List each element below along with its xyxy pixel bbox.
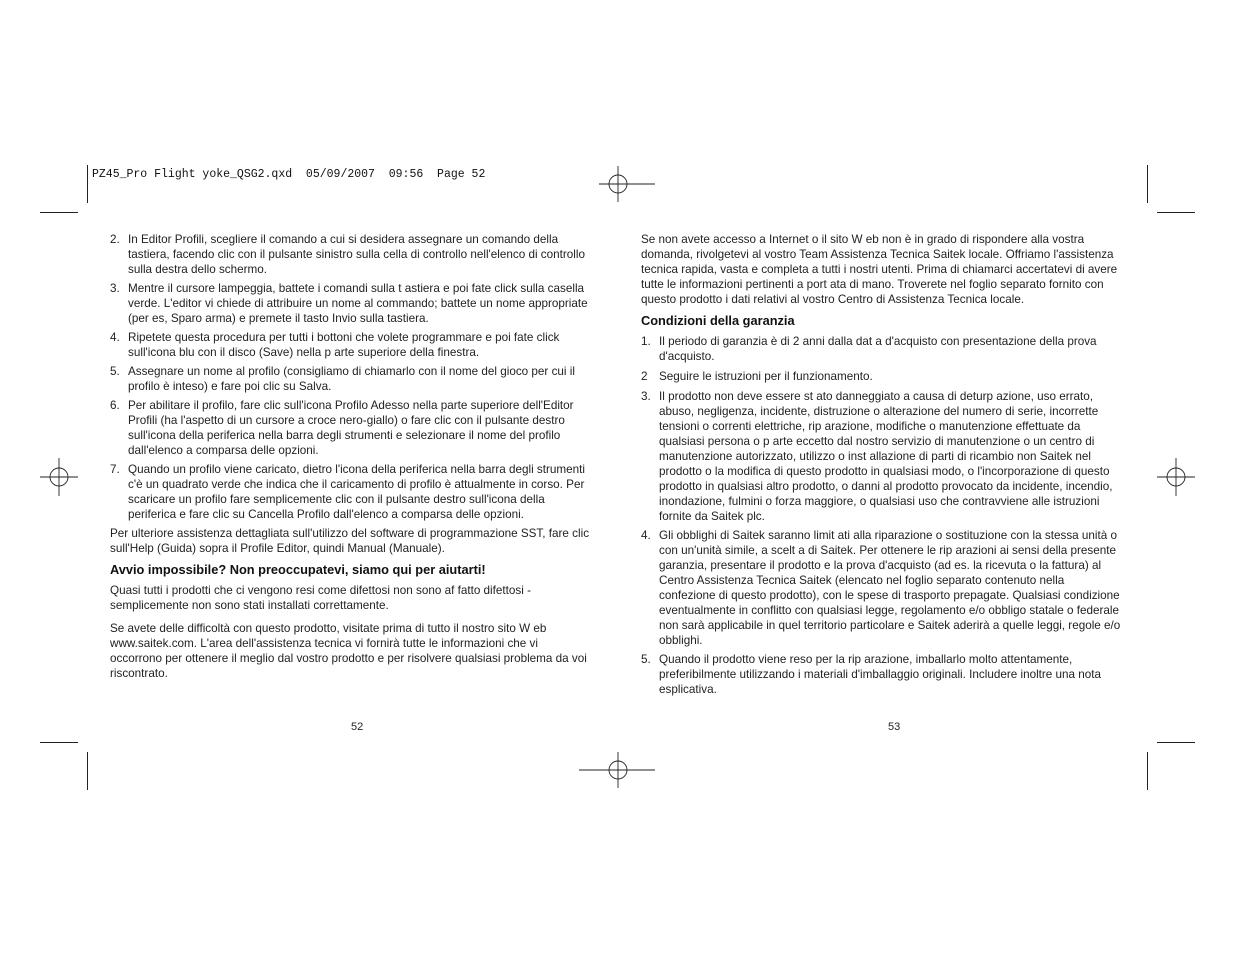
list-item: 2 Seguire le istruzioni per il funzionamento. [641, 370, 873, 383]
crop-mark-top-left-v [87, 165, 88, 203]
crop-mark-top-right-h [1157, 212, 1195, 213]
list-item: 5. Quando il prodotto viene reso per la rip arazione, imballarlo molto attentamente, preferibilmente utilizzando i materiali d'imballaggio originali. Includere inoltre una nota esplicativa. [641, 653, 1102, 696]
defect-paragraph: Quasi tutti i prodotti che ci vengono resi come difettosi non sono af fatto difettosi - semplicemente non sono stati installati correttamente. [110, 584, 531, 612]
registration-mark-top-icon [599, 166, 655, 202]
warranty-heading: Condizioni della garanzia [641, 313, 795, 328]
crop-mark-bottom-right-h [1157, 742, 1195, 743]
left-page-column [110, 232, 592, 685]
list-item: 5. Assegnare un nome al profilo (consigliamo di chiamarlo con il nome del gioco per cui il profilo è inteso) e fare poi clic su Salva. [110, 365, 575, 393]
left-steps-list [110, 232, 592, 522]
registration-mark-left-icon [40, 458, 78, 496]
list-item: 4. Gli obblighi di Saitek saranno limit ati alla riparazione o sostituzione con la stessa unità o con un'unità simile, a scelt a di Saitek. Per ottenere le rip arazioni ai sensi della presente garanzia, presentare il prodotto e la prova d'acquisto (ad es. la ricevuta o la fattura) al Centro Assistenza Tecnica Saitek (elencato nel foglio separato contenuto nella confezione di questo prodotto), con le spese di trasporto prepagate. Qualsiasi condizione eventualmente in conflitto con qualsiasi legge, regolamento e/o obbligo statale o federale non sarà applicabile in quel territorio particolare e Saitek aderirà a quelle leggi, regole e/o obblighi. [641, 529, 1121, 647]
list-item: 2. In Editor Profili, scegliere il comando a cui si desidera assegnare un comando della tastiera, facendo clic con il pulsante sinistro sulla cella di controllo nell'elenco di controllo sulla destra dello schermo. [110, 233, 585, 276]
page-number-left: 52 [351, 721, 364, 733]
crop-mark-top-left-h [40, 212, 78, 213]
list-item: 3. Il prodotto non deve essere st ato danneggiato a causa di deturp azione, uso errato, abuso, negligenza, incidente, distruzione o alterazione del numero di serie, incorrette tensioni o correnti elettriche, rip arazione, modifiche o manutenzione effettuate da qualsiasi persona o p arte eccetto dal nostro servizio di manutenzione o un centro di manutenzione autorizzato, utilizzo o inst allazione di parti di ricambio non Saitek nel prodotto o la modifica di questo prodotto in qualsiasi modo, o l'incorporazione di questo prodotto in qualsiasi altro prodotto, o danni al prodotto provocato da incidente, incendio, inondazione, fulmini o forza maggiore, o qualsiasi uso che contravviene alle istruzioni fornite da Saitek plc. [641, 390, 1113, 523]
registration-mark-right-icon [1157, 458, 1195, 496]
crop-mark-bottom-right-v [1147, 752, 1148, 790]
crop-mark-bottom-left-v [87, 752, 88, 790]
list-item: 4. Ripetete questa procedura per tutti i bottoni che volete programmare e poi fate click sull'icona blu con il disco (Save) nella p arte superiore della finestra. [110, 331, 560, 359]
warranty-list [641, 334, 1121, 697]
help-paragraph: Per ulteriore assistenza dettagliata sull'utilizzo del software di programmazione SST, fare clic sull'Help (Guida) sopra il Profile Editor, quindi Manual (Manuale). [110, 527, 590, 555]
list-item: 3. Mentre il cursore lampeggia, battete i comandi sulla t astiera e poi fate click sulla casella verde. L'editor vi chiede di attribuire un nome al commando; battete un nome appropriate (per es, Sparo arma) e premete il tasto Invio sulla tastiera. [110, 282, 588, 325]
registration-mark-bottom-icon [579, 752, 655, 788]
right-page-column [641, 232, 1121, 701]
website-paragraph: Se avete delle difficoltà con questo prodotto, visitate prima di tutto il nostro sito W eb www.saitek.com. L'area dell'assistenza tecnica vi fornirà tutte le informazioni che vi occorrono per ottenere il meglio dal vostro prodotto e per risolvere qualsiasi problema da voi riscontrato. [110, 622, 587, 680]
file-slug: PZ45_Pro Flight yoke_QSG2.qxd 05/09/2007 09:56 Page 52 [92, 168, 486, 181]
support-heading: Avvio impossibile? Non preoccupatevi, siamo qui per aiutarti! [110, 562, 486, 577]
list-item: 1. Il periodo di garanzia è di 2 anni dalla dat a d'acquisto con presentazione della prova d'acquisto. [641, 335, 1097, 363]
crop-mark-top-right-v [1147, 165, 1148, 203]
support-contact-paragraph: Se non avete accesso a Internet o il sito W eb non è in grado di rispondere alla vostra domanda, rivolgetevi al vostro Team Assistenza Tecnica Saitek locale. Offriamo l'assistenza tecnica rapida, vasta e completa a tutti i nostri utenti. Prima di chiamarci accertatevi di avere tutte le informazioni pertinenti a port ata di mano. Troverete nel foglio separato fornito con questo prodotto i dati relativi al vostro Centro di Assistenza Tecnica locale. [641, 233, 1118, 306]
list-item: 7. Quando un profilo viene caricato, dietro l'icona della periferica nella barra degli strumenti c'è un quadrato verde che indica che il caricamento di profilo è attualmente in corso. Per scaricare un profilo fare semplicemente clic con il pulsante destro sull'icona della periferica e fare clic su Cancella Profilo dall'elenco a comparsa delle opzioni. [110, 463, 585, 521]
list-item: 6. Per abilitare il profilo, fare clic sull'icona Profilo Adesso nella parte superiore dell'Editor Profili (ha l'aspetto di un cursore a croce nero-giallo) o fare clic con il pulsante destro sull'icona della periferica nella barra degli strumenti e selezionare il nome del profilo dall'elenco a comparsa delle opzioni. [110, 399, 574, 457]
page-number-right: 53 [888, 721, 901, 733]
crop-mark-bottom-left-h [40, 742, 78, 743]
